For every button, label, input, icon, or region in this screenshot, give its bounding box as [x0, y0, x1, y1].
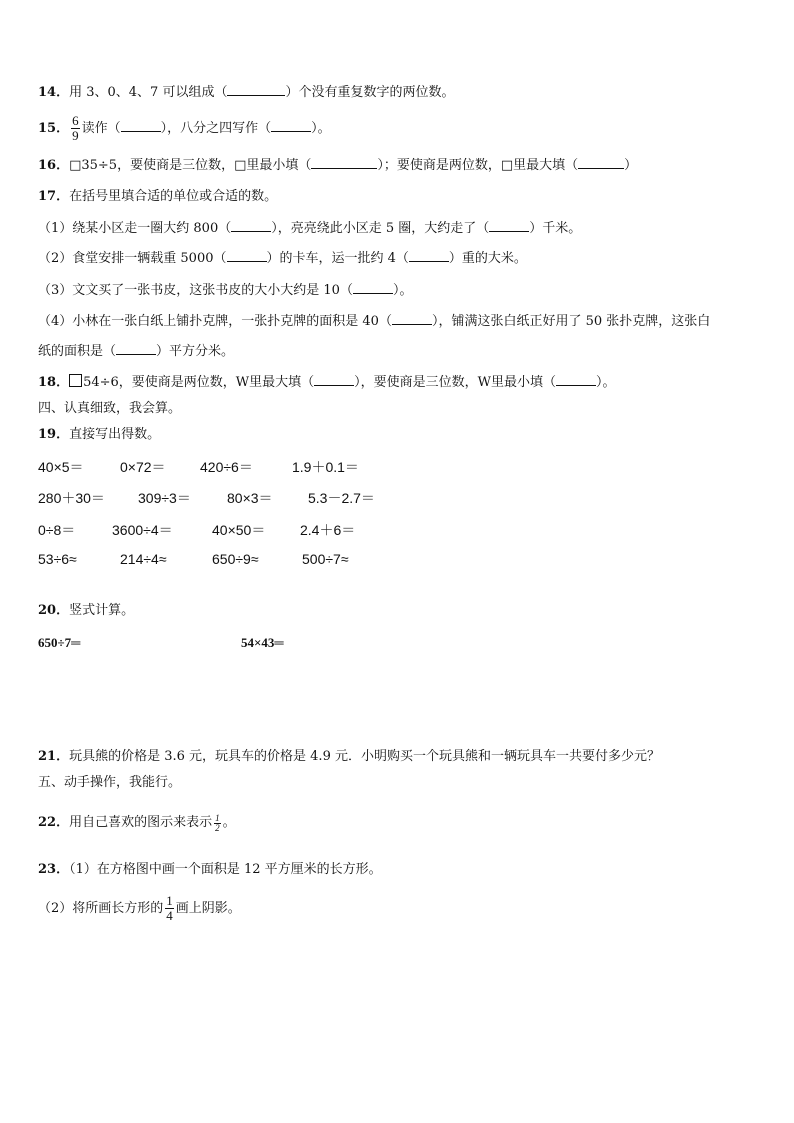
answer-blank[interactable] — [556, 373, 596, 386]
answer-blank[interactable] — [409, 249, 449, 262]
question-number: 21． — [38, 749, 70, 764]
calc-item: 1.9＋0.1＝ — [292, 459, 359, 475]
question-number: 15． — [38, 121, 70, 136]
vertical-calc-2: 54×43═ — [241, 635, 284, 650]
question-17-2: （2）食堂安排一辆载重 5000（ ）的卡车，运一批约 4（ ）重的大米。 — [38, 251, 527, 266]
question-16: 16．□35÷5，要使商是三位数，□里最小填（ ）；要使商是两位数，□里最大填（ ） — [38, 158, 638, 173]
answer-blank[interactable] — [231, 219, 271, 232]
fraction: $\frac{1}{2}$ — [215, 813, 220, 833]
square-box-icon — [69, 374, 82, 387]
calc-item: 80×3＝ — [227, 490, 273, 506]
question-23-2: （2）将所画长方形的 $\frac{1}{4}$ 画上阴影。 — [38, 893, 241, 923]
section-heading-4: 四、认真细致，我会算。 — [38, 401, 182, 416]
calc-item: 500÷7≈ — [302, 551, 349, 567]
question-number: 18． — [38, 375, 70, 390]
calc-item: 5.3－2.7＝ — [308, 490, 375, 506]
question-17-4-continued: 纸的面积是（ ）平方分米。 — [38, 344, 235, 359]
section-heading-5: 五、动手操作，我能行。 — [38, 775, 182, 790]
calc-item: 309÷3＝ — [138, 490, 191, 506]
question-number: 16． — [38, 158, 70, 173]
question-17-3: （3）文文买了一张书皮，这张书皮的大小大约是 10（ ）。 — [38, 283, 413, 298]
question-23: 23．（1）在方格图中画一个面积是 12 平方厘米的长方形。 — [38, 862, 382, 877]
fraction: $\frac{6}{9}$ — [72, 113, 79, 143]
answer-blank[interactable] — [311, 156, 377, 169]
answer-blank[interactable] — [116, 342, 156, 355]
question-22: 22．用自己喜欢的图示来表示 $\frac{1}{2}$ 。 — [38, 813, 236, 833]
answer-blank[interactable] — [227, 83, 285, 96]
answer-blank[interactable] — [489, 219, 529, 232]
question-number: 14． — [38, 85, 70, 100]
calc-item: 53÷6≈ — [38, 551, 77, 567]
calc-item: 280＋30＝ — [38, 490, 105, 506]
fraction: $\frac{1}{4}$ — [166, 893, 173, 923]
question-number: 19． — [38, 427, 70, 442]
question-14: 14．用 3、0、4、7 可以组成（ ）个没有重复数字的两位数。 — [38, 85, 455, 100]
question-20: 20．竖式计算。 — [38, 603, 135, 618]
question-19: 19．直接写出得数。 — [38, 427, 161, 442]
calc-item: 40×50＝ — [212, 522, 266, 538]
question-number: 17． — [38, 189, 70, 204]
vertical-calc-1: 650÷7═ — [38, 635, 81, 650]
calc-item: 0÷8＝ — [38, 522, 76, 538]
answer-blank[interactable] — [271, 119, 311, 132]
calc-item: 3600÷4＝ — [112, 522, 173, 538]
answer-blank[interactable] — [314, 373, 354, 386]
question-17-1: （1）绕某小区走一圈大约 800（ ），亮亮绕此小区走 5 圈，大约走了（ ）千米。 — [38, 221, 582, 236]
answer-blank[interactable] — [227, 249, 267, 262]
calc-item: 40×5＝ — [38, 459, 84, 475]
question-15: 15． $\frac{6}{9}$ 读作（ ），八分之四写作（ ）。 — [38, 113, 331, 143]
calc-item: 0×72＝ — [120, 459, 166, 475]
calc-item: 214÷4≈ — [120, 551, 167, 567]
calc-item: 650÷9≈ — [212, 551, 259, 567]
question-number: 20． — [38, 603, 70, 618]
question-17-4: （4）小林在一张白纸上铺扑克牌，一张扑克牌的面积是 40（ ），铺满这张白纸正好用了 50 张扑克牌，这张白 — [38, 314, 711, 329]
answer-blank[interactable] — [353, 281, 393, 294]
answer-blank[interactable] — [578, 156, 624, 169]
question-18: 18． 54÷6，要使商是两位数，W里最大填（ ），要使商是三位数，W里最小填（ ）。 — [38, 375, 616, 390]
calc-item: 420÷6＝ — [200, 459, 253, 475]
answer-blank[interactable] — [392, 312, 432, 325]
question-number: 22． — [38, 815, 70, 830]
question-17: 17．在括号里填合适的单位或合适的数。 — [38, 189, 278, 204]
question-21: 21．玩具熊的价格是 3.6 元，玩具车的价格是 4.9 元．小明购买一个玩具熊和一辆玩具车一共要付多少元？ — [38, 749, 660, 764]
question-number: 23． — [38, 862, 70, 877]
answer-blank[interactable] — [121, 119, 161, 132]
calc-item: 2.4＋6＝ — [300, 522, 356, 538]
